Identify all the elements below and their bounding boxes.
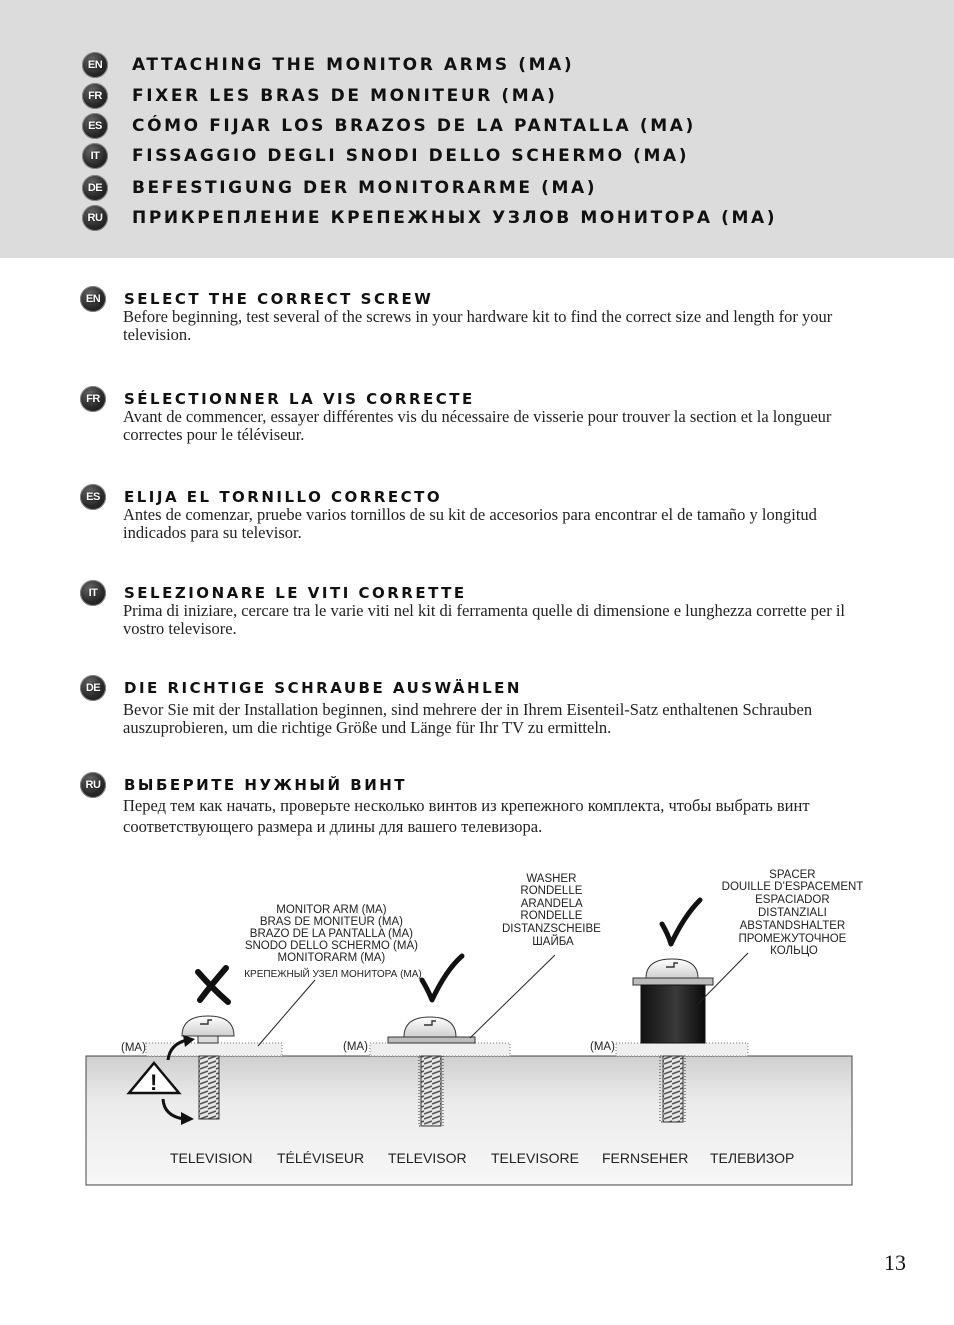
language-badge-de: DE: [80, 675, 106, 701]
header-row-de: [82, 175, 597, 201]
header-band: [0, 0, 954, 258]
language-badge-en: EN: [80, 286, 106, 312]
washer-label: WASHER RONDELLE ARANDELA RONDELLE DISTANZSCHEIBE ШАЙБА: [501, 873, 601, 948]
language-badge-es: ES: [80, 484, 106, 510]
section-it: [80, 580, 880, 638]
header-title-de: BEFESTIGUNG DER MONITORARME (MA): [132, 178, 598, 198]
ma-tag-3: (MA): [590, 1041, 615, 1053]
language-badge-es: ES: [82, 113, 108, 139]
section-body-it: Prima di iniziare, cercare tra le varie viti nel kit di ferramenta quelle di dimensione e lunghezza corrette per il vostro televisore.: [123, 601, 846, 638]
header-row-ru: [82, 205, 777, 231]
header-title-it: FISSAGGIO DEGLI SNODI DELLO SCHERMO (MA): [132, 146, 690, 166]
section-body-es: Antes de comenzar, pruebe varios tornillos de su kit de accesorios para encontrar el de tamaño y longitud indicados para su televisor.: [123, 505, 817, 542]
header-row-es: [82, 113, 696, 139]
ma-tag-1: (MA): [121, 1042, 146, 1054]
section-title-en: SELECT THE CORRECT SCREW: [124, 290, 434, 308]
section-title-es: ELIJA EL TORNILLO CORRECTO: [124, 488, 443, 506]
monitor-arm-plate-1: [146, 1043, 282, 1056]
monitor-arm-plate-3: [616, 1043, 748, 1056]
section-title-it: SELEZIONARE LE VITI CORRETTE: [124, 584, 467, 602]
page-number: 13: [884, 1250, 906, 1275]
tv-label-en: TELEVISION: [170, 1150, 253, 1166]
screw-diagram: [0, 860, 954, 1200]
language-badge-fr: FR: [80, 386, 106, 412]
tv-label-ru: ТЕЛЕВИЗОР: [710, 1150, 795, 1166]
header-row-fr: [82, 83, 557, 109]
checkmark-icon: [422, 956, 462, 1000]
section-title-fr: SÉLECTIONNER LA VIS CORRECTE: [124, 390, 475, 408]
cross-icon: [198, 968, 228, 1002]
header-title-fr: FIXER LES BRAS DE MONITEUR (MA): [132, 86, 558, 106]
section-en: [80, 286, 880, 344]
language-badge-en: EN: [82, 52, 108, 78]
section-body-fr: Avant de commencer, essayer différentes vis du nécessaire de visserie pour trouver la section et la longueur correctes pour le téléviseur.: [123, 407, 832, 444]
section-fr: [80, 386, 880, 444]
tv-label-fr: TÉLÉVISEUR: [277, 1150, 365, 1166]
section-body-ru: Перед тем как начать, проверьте несколько винтов из крепежного комплекта, чтобы выбрать винт соответствующего размера и длины для вашего телевизора.: [123, 796, 810, 836]
section-de: [80, 675, 880, 737]
header-row-en: [82, 52, 574, 78]
header-title-ru: ПРИКРЕПЛЕНИЕ КРЕПЕЖНЫХ УЗЛОВ МОНИТОРА (MA): [132, 208, 778, 228]
section-es: [80, 484, 880, 542]
section-title-ru: ВЫБЕРИТЕ НУЖНЫЙ ВИНТ: [124, 776, 408, 794]
section-ru: [80, 772, 880, 837]
section-body-en: Before beginning, test several of the screws in your hardware kit to find the correct size and length for your television.: [123, 307, 833, 344]
monitor-arm-plate-2: [370, 1043, 510, 1056]
spacer-label: SPACER DOUILLE D’ESPACEMENT ESPACIADOR DISTANZIALI ABSTANDSHALTER ПРОМЕЖУТОЧНОЕ КОЛЬЦО: [721, 869, 864, 957]
language-badge-ru: RU: [80, 772, 106, 798]
warning-symbol: !: [150, 1070, 158, 1095]
language-badge-it: IT: [82, 143, 108, 169]
header-title-en: ATTACHING THE MONITOR ARMS (MA): [132, 55, 575, 75]
section-title-de: DIE RICHTIGE SCHRAUBE AUSWÄHLEN: [124, 679, 522, 697]
monitor-arm-label: MONITOR ARM (MA) BRAS DE MONITEUR (MA) BRAZO DE LA PANTALLA (MA) SNODO DELLO SCHERMO (MA) MONITORARM (MA) КРЕПЕЖНЫЙ УЗЕЛ МОНИТОРА (MA): [244, 904, 422, 980]
header-title-es: CÓMO FIJAR LOS BRAZOS DE LA PANTALLA (MA): [132, 116, 696, 136]
leader-line-monitor-arm: [258, 980, 315, 1046]
header-row-it: [82, 143, 689, 169]
ma-tag-2: (MA): [343, 1041, 368, 1053]
tv-label-es: TELEVISOR: [388, 1150, 467, 1166]
language-badge-fr: FR: [82, 83, 108, 109]
leader-line-washer: [470, 955, 555, 1038]
checkmark-icon: [662, 900, 700, 944]
section-body-de: Bevor Sie mit der Installation beginnen, sind mehrere der in Ihrem Eisenteil-Satz enthaltenen Schrauben auszuprobieren, um die richtige Größe und Länge für Ihr TV zu ermitteln.: [123, 700, 813, 737]
language-badge-it: IT: [80, 580, 106, 606]
tv-label-de: FERNSEHER: [602, 1150, 689, 1166]
language-badge-ru: RU: [82, 205, 108, 231]
language-badge-de: DE: [82, 175, 108, 201]
tv-label-it: TELEVISORE: [491, 1150, 579, 1166]
